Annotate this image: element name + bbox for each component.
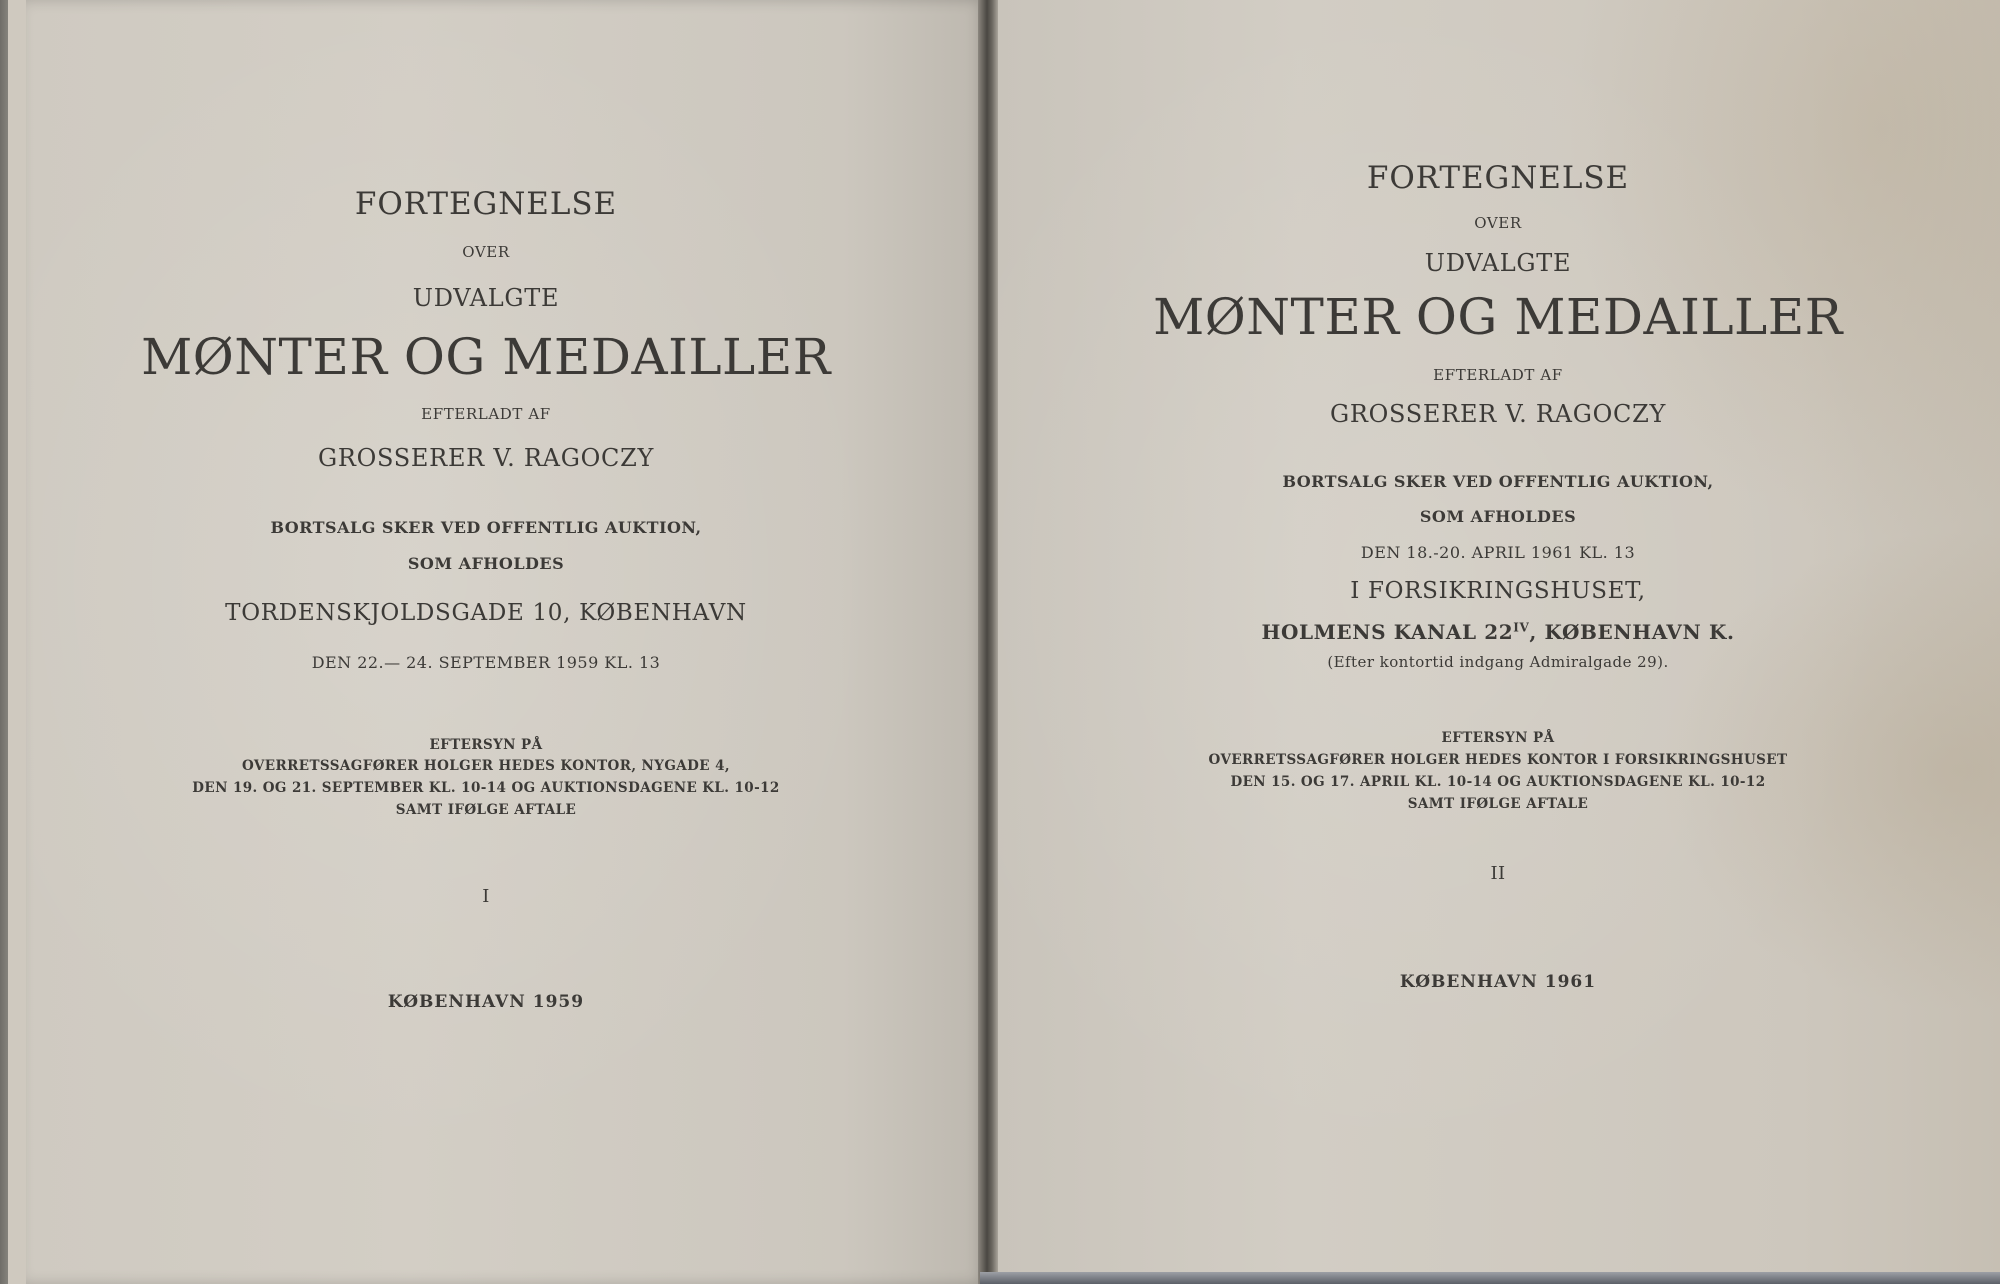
cover-viewing-2: OVERRETSSAGFØRER HOLGER HEDES KONTOR, NYGADE 4, bbox=[242, 758, 730, 774]
cover-efterladt: EFTERLADT AF bbox=[1433, 366, 1563, 384]
cover-volume-number: I bbox=[482, 886, 490, 907]
address-rest: , KØBENHAVN K. bbox=[1529, 620, 1735, 644]
address-main: HOLMENS KANAL 22 bbox=[1261, 620, 1514, 644]
cover-viewing-4: SAMT IFØLGE AFTALE bbox=[1407, 796, 1589, 812]
cover-owner: GROSSERER V. RAGOCZY bbox=[1329, 400, 1667, 428]
cover-sale-line-1: BORTSALG SKER VED OFFENTLIG AUKTION, bbox=[270, 518, 702, 537]
cover-address bbox=[998, 620, 2000, 644]
cover-over: OVER bbox=[462, 243, 510, 261]
cover-sale-line-2: SOM AFHOLDES bbox=[407, 554, 565, 573]
cover-sale-line-2: SOM AFHOLDES bbox=[1419, 507, 1577, 526]
cover-viewing-4: SAMT IFØLGE AFTALE bbox=[395, 802, 577, 818]
cover-address: TORDENSKJOLDSGADE 10, KØBENHAVN bbox=[225, 600, 747, 626]
cover-viewing-1: EFTERSYN PÅ bbox=[1441, 730, 1555, 746]
cover-viewing-1: EFTERSYN PÅ bbox=[429, 737, 543, 753]
cover-viewing-3: DEN 15. OG 17. APRIL KL. 10-14 OG AUKTIONSDAGENE KL. 10-12 bbox=[1230, 774, 1766, 790]
cover-imprint: KØBENHAVN 1961 bbox=[1399, 972, 1597, 992]
cover-volume-number: II bbox=[1490, 863, 1506, 884]
cover-over: OVER bbox=[1474, 214, 1522, 232]
cover-udvalgte: UDVALGTE bbox=[1424, 249, 1572, 277]
catalogue-cover-volume-2 bbox=[998, 0, 2000, 1284]
table-surface bbox=[980, 1272, 2000, 1284]
cover-dates: DEN 22.— 24. SEPTEMBER 1959 KL. 13 bbox=[311, 653, 661, 672]
cover-viewing-3: DEN 19. OG 21. SEPTEMBER KL. 10-14 OG AUKTIONSDAGENE KL. 10-12 bbox=[192, 780, 780, 796]
cover-main-title: MØNTER OG MEDAILLER bbox=[141, 328, 831, 386]
spine-gap bbox=[978, 0, 998, 1284]
cover-sale-line-1: BORTSALG SKER VED OFFENTLIG AUKTION, bbox=[1282, 472, 1714, 491]
cover-dates: DEN 18.-20. APRIL 1961 KL. 13 bbox=[1360, 543, 1636, 562]
cover-efterladt: EFTERLADT AF bbox=[421, 405, 551, 423]
cover-entrance-note: (Efter kontortid indgang Admiralgade 29). bbox=[1327, 653, 1669, 671]
cover-imprint: KØBENHAVN 1959 bbox=[387, 992, 585, 1012]
catalogue-cover-volume-1 bbox=[26, 0, 986, 1284]
cover-title: FORTEGNELSE bbox=[354, 186, 618, 222]
cover-viewing-2: OVERRETSSAGFØRER HOLGER HEDES KONTOR I FORSIKRINGSHUSET bbox=[1208, 752, 1788, 768]
address-floor: IV bbox=[1513, 620, 1530, 635]
cover-owner: GROSSERER V. RAGOCZY bbox=[317, 444, 655, 472]
cover-udvalgte: UDVALGTE bbox=[412, 284, 560, 312]
cover-title: FORTEGNELSE bbox=[1366, 160, 1630, 196]
cover-main-title: MØNTER OG MEDAILLER bbox=[1153, 288, 1843, 346]
cover-venue: I FORSIKRINGSHUSET, bbox=[1350, 578, 1646, 604]
